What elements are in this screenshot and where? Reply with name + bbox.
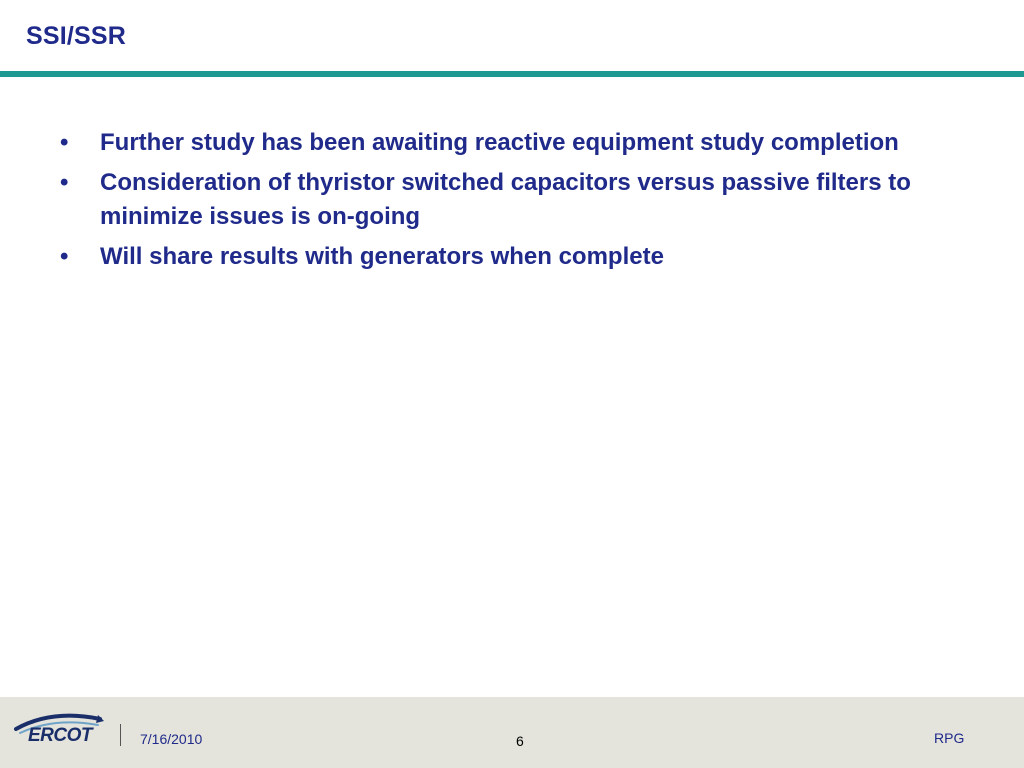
bullet-dot-icon: • <box>60 129 69 156</box>
title-divider-rule <box>0 71 1024 77</box>
footer-divider <box>120 724 121 746</box>
slide-footer <box>0 697 1024 768</box>
bullet-text: Consideration of thyristor switched capacitors versus passive filters to minimize issues is on-going <box>100 169 911 230</box>
footer-org-label: RPG <box>934 730 965 746</box>
bullet-dot-icon: • <box>60 243 69 270</box>
bullet-item <box>60 240 960 274</box>
bullet-dot-icon: • <box>60 169 69 196</box>
bullet-text: Will share results with generators when complete <box>100 243 664 270</box>
footer-date: 7/16/2010 <box>140 731 203 747</box>
bullet-list <box>60 126 960 280</box>
bullet-item <box>60 126 960 160</box>
bullet-item <box>60 166 960 234</box>
slide-title: SSI/SSR <box>26 22 127 50</box>
bullet-text: Further study has been awaiting reactive equipment study completion <box>100 129 899 156</box>
logo-text: ERCOT <box>28 725 92 746</box>
page-number: 6 <box>516 733 524 749</box>
